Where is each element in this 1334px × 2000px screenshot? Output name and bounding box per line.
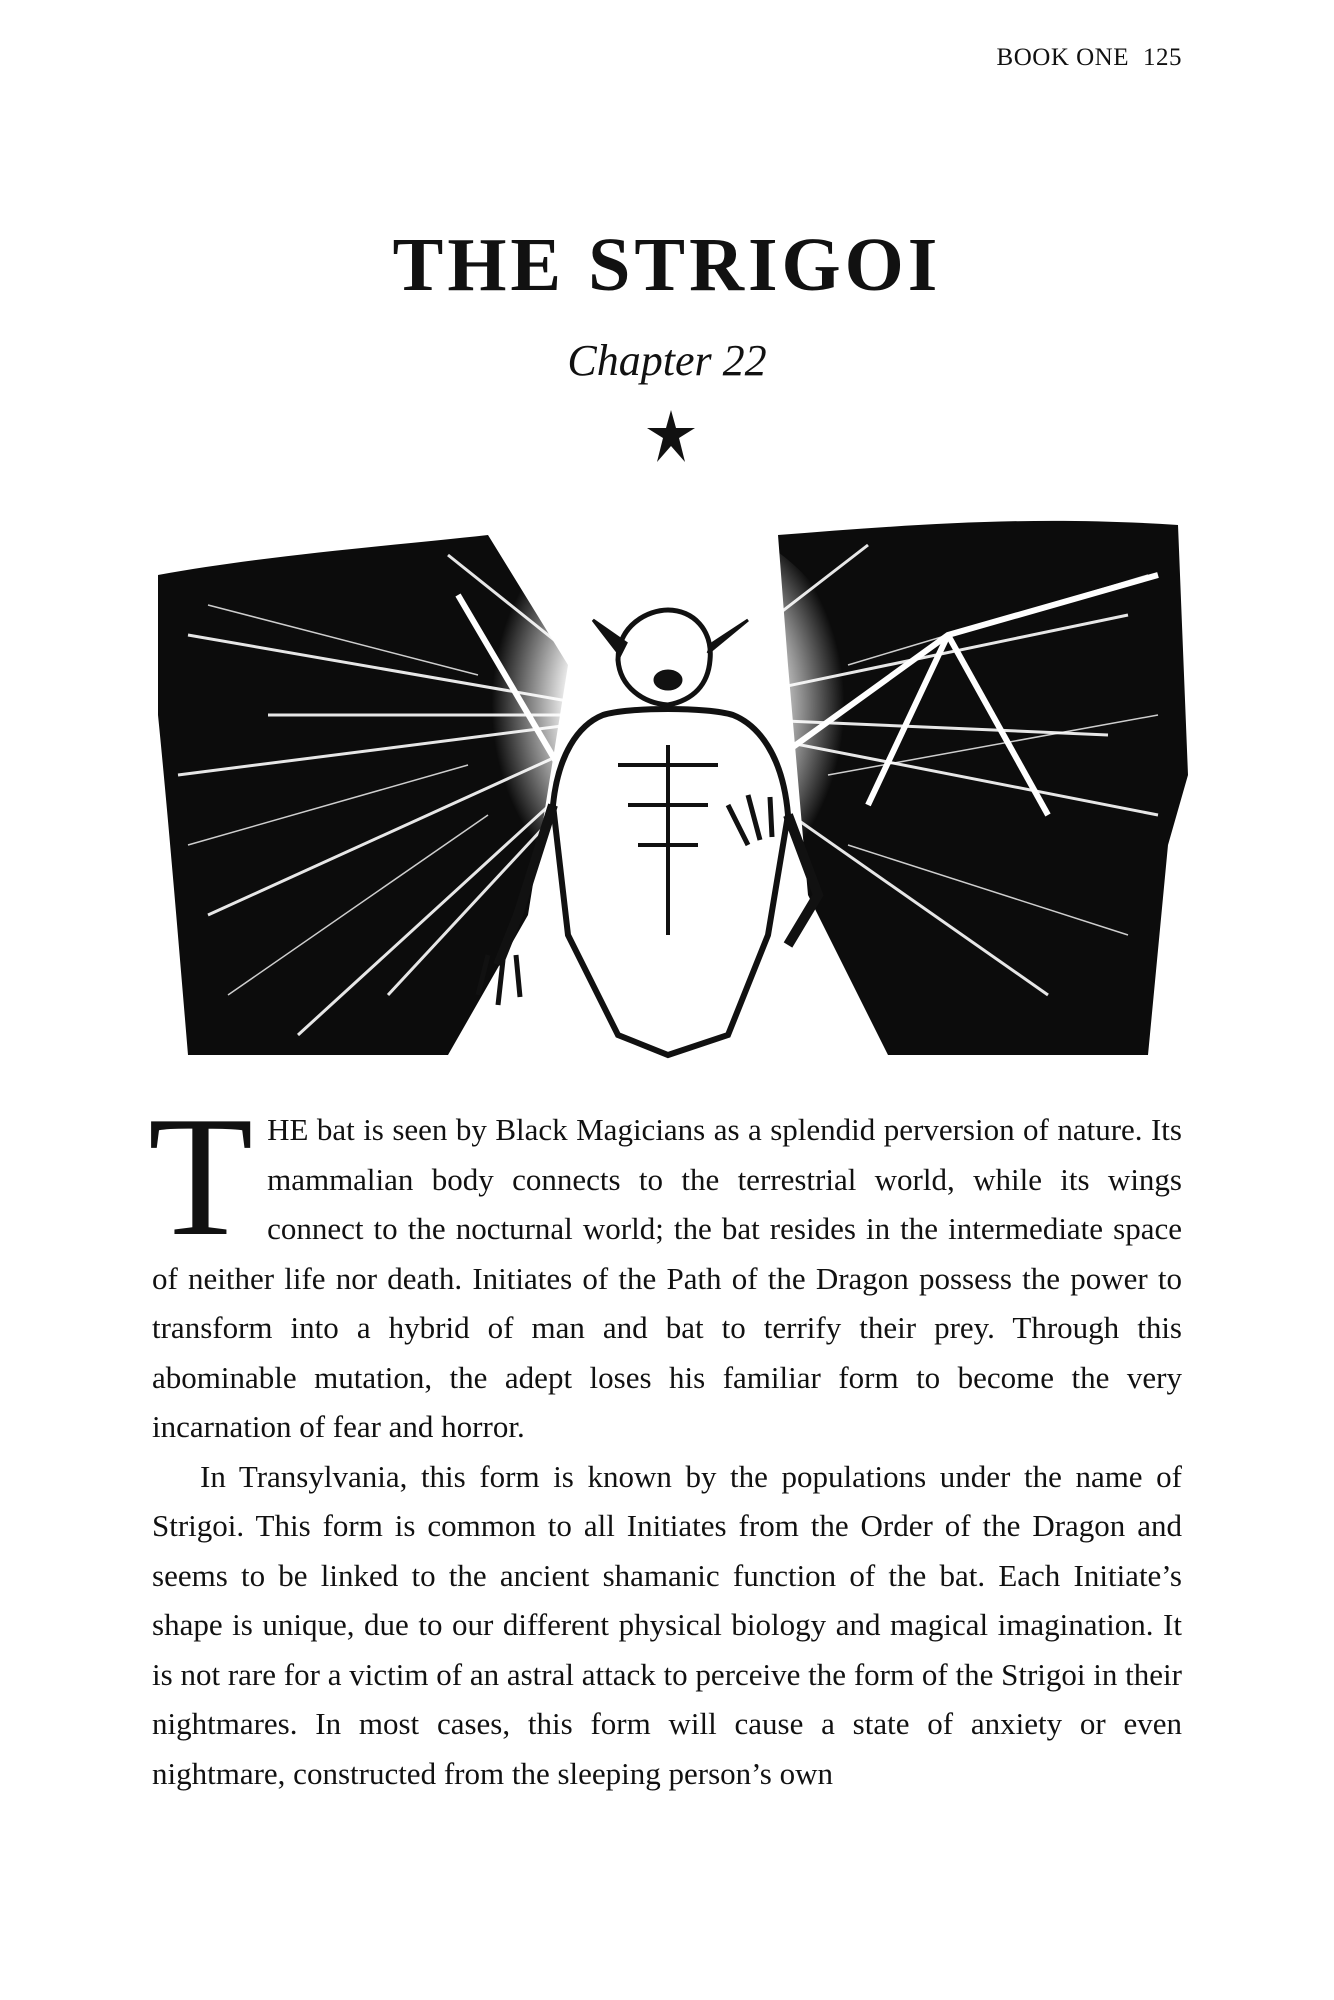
paragraph-1-text: HE bat is seen by Black Magicians as a splendid perversion of nature. Its mammalian body connects to the terrestrial world, while its wings connect to the nocturnal world; the bat resides in the intermediate space of neither life nor death. Initiates of the Path of the Dragon possess the power to transform into a hybrid of man and bat to terrify their prey. Through this abominable mutation, the adept loses his familiar form to become the very incarnation of fear and horror. xyxy=(152,1112,1182,1444)
winged-creature-illustration xyxy=(148,515,1188,1070)
chapter-subtitle: Chapter 22 xyxy=(567,336,767,385)
page-number: 125 xyxy=(1143,44,1182,71)
paragraph-2: In Transylvania, this form is known by the populations under the name of Strigoi. This form is common to all Initiates from the Order of the Dragon and seems to be linked to the ancient shamanic function of the bat. Each Initiate’s shape is unique, due to our different physical biology and magical imagination. It is not rare for a victim of an astral attack to perceive the form of the Strigoi in their nightmares. In most cases, this form will cause a state of anxiety or even nightmare, constructed from the sleeping person’s own xyxy=(152,1458,1182,1791)
paragraph-1 xyxy=(148,1082,1182,1452)
body-text xyxy=(148,1082,1182,1798)
drop-cap: T xyxy=(148,1082,254,1272)
book-label: BOOK ONE xyxy=(996,44,1129,71)
running-head xyxy=(997,44,1182,72)
chapter-title: THE STRIGOI xyxy=(392,223,942,307)
star-ornament-icon xyxy=(647,410,695,462)
